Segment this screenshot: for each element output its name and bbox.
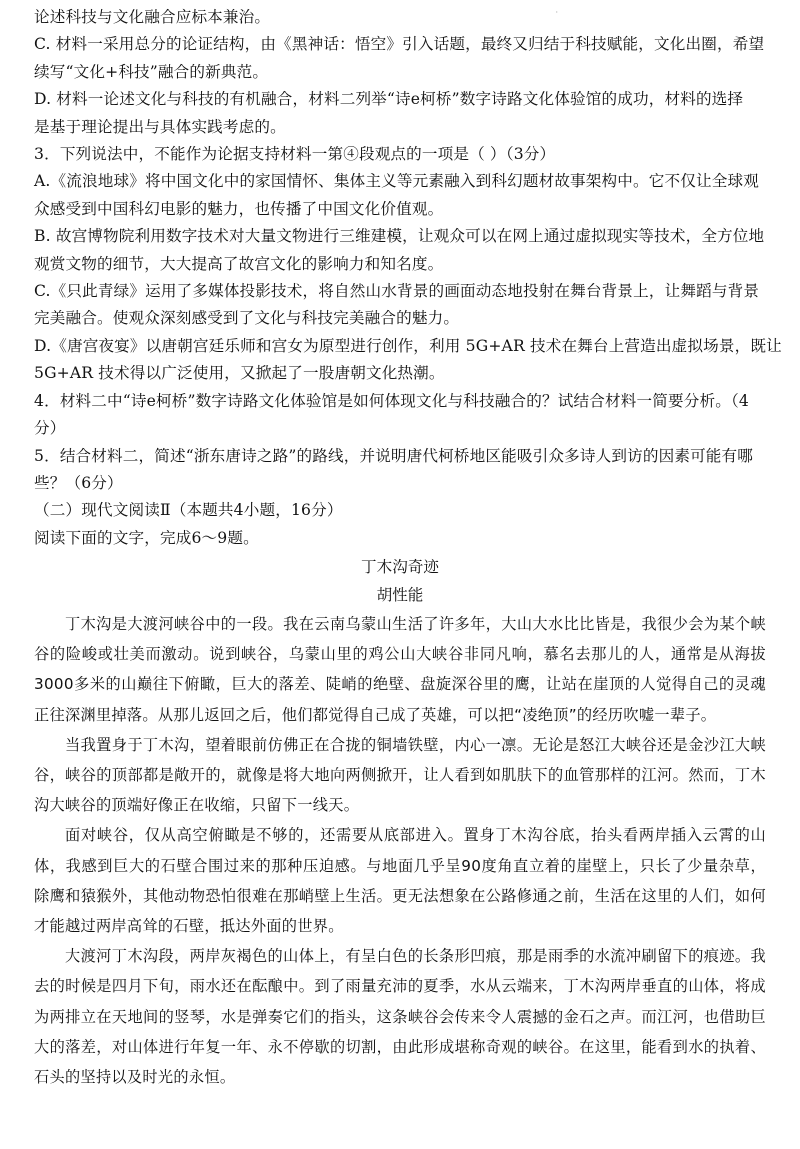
essay-paragraph: 当我置身于丁木沟，望着眼前仿佛正在合拢的铜墙铁壁，内心一凛。无论是怒江大峡谷还是金沙江大峡谷，峡谷的顶部都是敞开的，就像是将大地向两侧掀开，让人看到如肌肤下的血管那样的江河。然而，丁木沟大峡谷的顶端好像正在收缩，只留下一线天。: [34, 735, 766, 815]
option-c-line-1: C. 材料一采用总分的论证结构，由《黑神话：悟空》引入话题，最终又归结于科技赋能，文化出圈，希望: [34, 35, 765, 54]
q3-option-d-line-2: 5G+AR 技术得以广泛使用，又掀起了一股唐朝文化热潮。: [34, 364, 445, 383]
q3-option-a-line-1: A.《流浪地球》将中国文化中的家国情怀、集体主义等元素融入到科幻题材故事架构中。它不仅让全球观: [34, 172, 759, 191]
text-line: 论述科技与文化融合应标本兼治。: [34, 8, 271, 26]
q3-option-a-line-2: 众感受到中国科幻电影的魅力，也传播了中国文化价值观。: [34, 199, 444, 218]
option-c-line-2: 续写“文化+科技”融合的新典范。: [34, 62, 269, 81]
essay-section: [34, 554, 766, 1092]
scan-speck: ·: [555, 8, 558, 17]
essay-paragraph: 面对峡谷，仅从高空俯瞰是不够的，还需要从底部进入。置身丁木沟谷底，抬头看两岸插入云霄的山体，我感到巨大的石壁合围过来的那种压迫感。与地面几乎呈90度角直立着的崖壁上，只长了少量杂草，除鹰和猿猴外，其他动物恐怕很难在那峭壁上生活。更无法想象在公路修通之前，生活在这里的人们，如何才能越过两岸高耸的石壁，抵达外面的世界。: [34, 826, 766, 935]
reading-instruction: 阅读下面的文字，完成6～9题。: [34, 528, 259, 547]
question-5-line-1: 5．结合材料二，简述“浙东唐诗之路”的路线，并说明唐代柯桥地区能吸引众多诗人到访的因素可能有哪: [34, 446, 754, 465]
q3-option-d-line-1: D.《唐宫夜宴》以唐朝宫廷乐师和宫女为原型进行创作，利用 5G+AR 技术在舞台上营造出虚拟场景，既让: [34, 336, 782, 355]
q3-option-c-line-2: 完美融合。使观众深刻感受到了文化与科技完美融合的魅力。: [34, 309, 460, 328]
essay-paragraph: 大渡河丁木沟段，两岸灰褐色的山体上，有呈白色的长条形凹痕，那是雨季的水流冲刷留下的痕迹。我去的时候是四月下旬，雨水还在酝酿中。到了雨量充沛的夏季，水从云端来，丁木沟两岸垂直的山体，将成为两排立在天地间的竖琴，水是弹奏它们的指头，这条峡谷会传来令人震撼的金石之声。而江河，也借助巨大的落差，对山体进行年复一年、永不停歇的切割，由此形成堪称奇观的峡谷。在这里，能看到水的执着、石头的坚持以及时光的永恒。: [34, 947, 766, 1086]
essay-title: 丁木沟奇迹: [361, 558, 439, 577]
essay-author: 胡性能: [376, 585, 424, 604]
option-d-line-2: 是基于理论提出与具体实践考虑的。: [34, 117, 286, 136]
q3-option-c-line-1: C.《只此青绿》运用了多媒体投影技术，将自然山水背景的画面动态地投射在舞台背景上，让舞蹈与背景: [34, 282, 760, 301]
q3-option-b-line-2: 观赏文物的细节，大大提高了故宫文化的影响力和知名度。: [34, 254, 444, 273]
question-4-line-2: 分）: [34, 419, 66, 438]
q3-option-b-line-1: B. 故宫博物院利用数字技术对大量文物进行三维建模，让观众可以在网上通过虚拟现实等技术，全方位地: [34, 227, 765, 246]
question-4-line-1: 4．材料二中“诗e柯桥”数字诗路文化体验馆是如何体现文化与科技融合的？试结合材料一简要分析。（4: [34, 391, 749, 410]
essay-paragraph: 丁木沟是大渡河峡谷中的一段。我在云南乌蒙山生活了许多年，大山大水比比皆是，我很少会为某个峡谷的险峻或壮美而激动。说到峡谷，乌蒙山里的鸡公山大峡谷非同凡响，慕名去那儿的人，通常是从海拔3000多米的山巅往下俯瞰，巨大的落差、陡峭的绝壁、盘旋深谷里的鹰，让站在崖顶的人觉得自己的灵魂正往深渊里掉落。从那儿返回之后，他们都觉得自己成了英雄，可以把“凌绝顶”的经历吹嘘一辈子。: [34, 614, 766, 724]
option-d-line-1: D. 材料一论述文化与科技的有机融合，材料二列举“诗e柯桥”数字诗路文化体验馆的成功，材料的选择: [34, 90, 744, 109]
question-3: 3．下列说法中，不能作为论据支持材料一第④段观点的一项是（ ）（3分）: [34, 145, 556, 164]
question-5-line-2: 些？（6分）: [34, 473, 123, 492]
section-heading: （二）现代文阅读Ⅱ（本题共4小题，16分）: [34, 501, 343, 520]
questions-section: [34, 4, 782, 552]
